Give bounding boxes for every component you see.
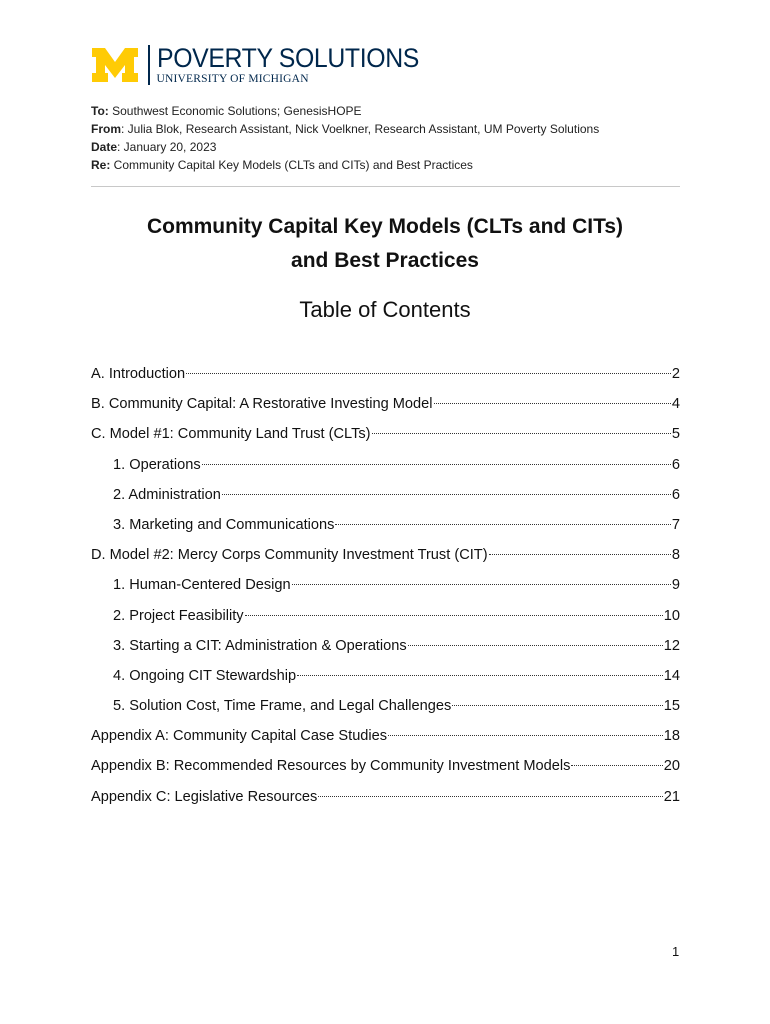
toc-entry-page: 4: [671, 396, 680, 413]
toc-entry[interactable]: [91, 362, 680, 392]
toc-entry-page: 2: [671, 366, 680, 382]
logo-title: POVERTY SOLUTIONS: [156, 42, 419, 73]
toc-entry-page: 9: [671, 577, 680, 594]
toc-dot-leader: [489, 554, 671, 555]
table-of-contents: [91, 362, 680, 815]
toc-entry[interactable]: [91, 694, 680, 724]
toc-entry-label: Appendix C: Legislative Resources: [91, 788, 318, 805]
toc-entry-label: 5. Solution Cost, Time Frame, and Legal Challenges: [113, 698, 452, 715]
memo-re-label: Re:: [91, 158, 111, 172]
toc-entry[interactable]: [91, 543, 680, 573]
toc-entry[interactable]: [91, 604, 680, 634]
toc-entry-label: Appendix B: Recommended Resources by Community Investment Models: [91, 758, 571, 775]
memo-from: [91, 120, 599, 138]
toc-entry[interactable]: [91, 513, 680, 543]
header-divider: [91, 186, 680, 187]
toc-dot-leader: [434, 403, 671, 404]
toc-entry-label: Appendix A: Community Capital Case Studies: [91, 728, 388, 745]
memo-date-label: Date: [91, 140, 118, 154]
poverty-solutions-logo: [90, 44, 441, 86]
toc-entry[interactable]: [91, 422, 680, 452]
toc-entry-label: B. Community Capital: A Restorative Investing Model: [91, 396, 433, 413]
toc-entry[interactable]: [91, 785, 680, 815]
toc-entry-label: C. Model #1: Community Land Trust (CLTs): [91, 426, 371, 443]
toc-dot-leader: [297, 675, 663, 676]
toc-dot-leader: [245, 615, 663, 616]
memo-date: [91, 138, 599, 156]
toc-entry-page: 18: [663, 728, 680, 745]
document-title-line-2: and Best Practices: [291, 249, 479, 272]
toc-entry[interactable]: [91, 754, 680, 784]
toc-entry-page: 5: [671, 426, 680, 443]
toc-dot-leader: [186, 373, 671, 374]
toc-dot-leader: [318, 796, 662, 797]
toc-entry[interactable]: [91, 453, 680, 483]
memo-header: [91, 102, 599, 174]
toc-entry[interactable]: [91, 392, 680, 422]
toc-entry-page: 20: [663, 758, 680, 775]
toc-entry[interactable]: [91, 573, 680, 603]
toc-entry[interactable]: [91, 724, 680, 754]
toc-entry-label: 3. Marketing and Communications: [113, 516, 335, 533]
toc-entry-label: 2. Administration: [113, 486, 221, 503]
toc-dot-leader: [452, 705, 662, 706]
memo-date-value: : January 20, 2023: [117, 140, 217, 154]
toc-entry-label: 2. Project Feasibility: [113, 607, 244, 624]
toc-entry-label: D. Model #2: Mercy Corps Community Investment Trust (CIT): [91, 547, 488, 564]
toc-entry-page: 10: [663, 607, 680, 624]
toc-entry-page: 7: [671, 516, 680, 533]
toc-entry-label: 4. Ongoing CIT Stewardship: [113, 667, 297, 684]
page-number: 1: [672, 944, 680, 959]
toc-entry-label: A. Introduction: [91, 366, 186, 382]
memo-to-value: Southwest Economic Solutions; GenesisHOPE: [108, 104, 362, 118]
memo-to-label: To:: [91, 104, 109, 118]
logo-subtitle: UNIVERSITY OF MICHIGAN: [156, 72, 309, 85]
block-m-logo-icon: [90, 46, 140, 84]
logo-divider: [148, 45, 150, 85]
toc-entry-page: 14: [663, 667, 680, 684]
toc-entry-page: 6: [671, 456, 680, 473]
toc-dot-leader: [408, 645, 663, 646]
toc-entry-label: 1. Human-Centered Design: [113, 577, 291, 594]
toc-entry-label: 1. Operations: [113, 456, 201, 473]
toc-entry-page: 8: [671, 547, 680, 564]
document-title: [0, 210, 770, 278]
toc-dot-leader: [292, 584, 671, 585]
toc-dot-leader: [571, 765, 662, 766]
memo-from-label: From: [91, 122, 121, 136]
memo-from-value: : Julia Blok, Research Assistant, Nick Voelkner, Research Assistant, UM Poverty Solutions: [121, 122, 600, 136]
toc-entry-page: 6: [671, 486, 680, 503]
toc-dot-leader: [335, 524, 670, 525]
toc-dot-leader: [202, 464, 671, 465]
toc-dot-leader: [388, 735, 663, 736]
toc-dot-leader: [372, 433, 671, 434]
toc-entry-page: 15: [663, 698, 680, 715]
toc-entry-page: 21: [663, 788, 680, 805]
toc-entry[interactable]: [91, 483, 680, 513]
toc-entry[interactable]: [91, 664, 680, 694]
memo-to: [91, 102, 599, 120]
document-title-line-1: Community Capital Key Models (CLTs and CITs): [146, 215, 624, 238]
toc-dot-leader: [222, 494, 671, 495]
memo-re-value: Community Capital Key Models (CLTs and CITs) and Best Practices: [110, 158, 473, 172]
toc-entry[interactable]: [91, 634, 680, 664]
toc-entry-label: 3. Starting a CIT: Administration & Operations: [113, 637, 407, 654]
toc-heading: Table of Contents: [299, 297, 471, 322]
memo-re: [91, 156, 599, 174]
toc-entry-page: 12: [663, 637, 680, 654]
